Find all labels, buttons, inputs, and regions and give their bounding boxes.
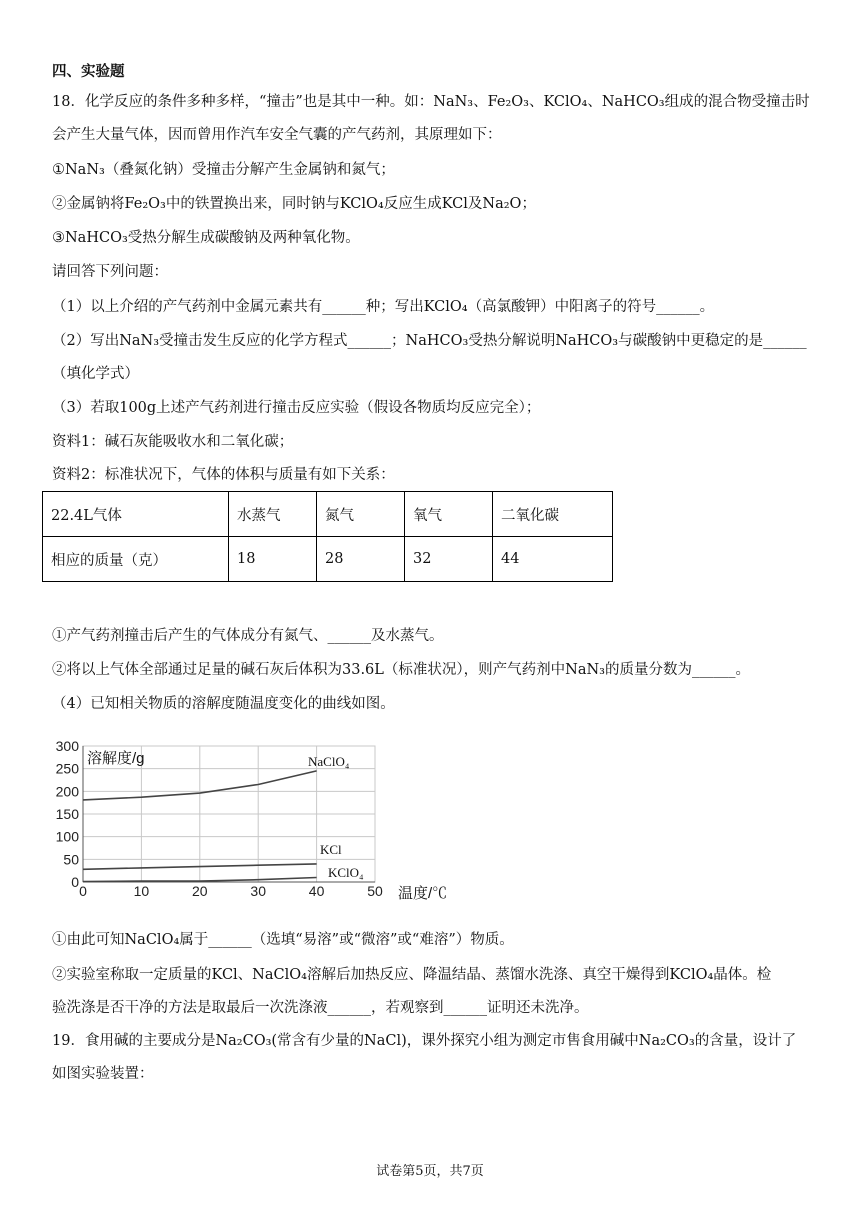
y-tick-label: 250 <box>55 760 79 777</box>
y-tick-label: 0 <box>71 874 79 890</box>
q18-part-4-sub-1: ①由此可知NaClO₄属于______（选填“易溶”或“微溶”或“难溶”）物质。 <box>52 932 514 948</box>
q19-line-2: 如图实验装置： <box>52 1066 154 1082</box>
y-tick-label: 100 <box>55 828 79 845</box>
table-header-cell: 氮气 <box>317 492 405 537</box>
q18-reaction-3: ③NaHCO₃受热分解生成碳酸钠及两种氧化物。 <box>52 230 360 246</box>
y-tick-label: 300 <box>55 738 79 754</box>
y-tick-label: 200 <box>55 783 79 800</box>
x-tick-label: 30 <box>250 883 266 899</box>
y-tick-label: 50 <box>63 851 79 868</box>
q18-part-4: （4）已知相关物质的溶解度随温度变化的曲线如图。 <box>52 696 395 712</box>
table-row <box>43 492 613 537</box>
x-tick-label: 50 <box>367 883 383 899</box>
series-label: KCl <box>320 842 342 857</box>
x-tick-label: 20 <box>192 883 208 899</box>
section-title: 四、实验题 <box>52 63 125 80</box>
q18-reaction-1: ①NaN₃（叠氮化钠）受撞击分解产生金属钠和氮气； <box>52 162 395 178</box>
q18-part-3-sub-1: ①产气药剂撞击后产生的气体成分有氮气、______及水蒸气。 <box>52 628 444 644</box>
page-footer: 试卷第5页，共7页 <box>376 1164 484 1179</box>
table-row <box>43 537 613 582</box>
q18-part-4-sub-2-line-2: 验洗涤是否干净的方法是取最后一次洗涤液______，若观察到______证明还未洗净。 <box>52 1000 589 1016</box>
table-header-cell: 二氧化碳 <box>493 492 613 537</box>
table-cell: 18 <box>229 537 317 582</box>
table-cell: 28 <box>317 537 405 582</box>
q18-reaction-2: ②金属钠将Fe₂O₃中的铁置换出来，同时钠与KClO₄反应生成KCl及Na₂O； <box>52 196 536 212</box>
q18-part-1: （1）以上介绍的产气药剂中金属元素共有______种；写出KClO₄（高氯酸钾）中阳离子的符号______。 <box>52 299 715 315</box>
series-label: KClO₄ <box>328 865 364 880</box>
q18-reference-2: 资料2：标准状况下，气体的体积与质量有如下关系： <box>52 467 395 483</box>
q18-reference-1: 资料1：碱石灰能吸收水和二氧化碳； <box>52 434 294 450</box>
q18-part-2-line-1: （2）写出NaN₃受撞击发生反应的化学方程式______；NaHCO₃受热分解说明NaHCO₃与碳酸钠中更稳定的是______ <box>52 333 807 349</box>
q18-part-3-sub-2: ②将以上气体全部通过足量的碱石灰后体积为33.6L（标准状况），则产气药剂中NaN₃的质量分数为______。 <box>52 662 750 678</box>
y-tick-label: 150 <box>55 806 79 822</box>
table-header-cell: 22.4L气体 <box>43 492 229 537</box>
table-cell: 32 <box>405 537 493 582</box>
x-axis-title: 温度/℃ <box>398 885 448 902</box>
x-tick-label: 0 <box>79 883 87 899</box>
q18-prompt: 请回答下列问题： <box>52 264 168 280</box>
q19-line-1: 19．食用碱的主要成分是Na₂CO₃(常含有少量的NaCl)，课外探究小组为测定市售食用碱中Na₂CO₃的含量，设计了 <box>52 1033 797 1049</box>
q18-intro-line-1: 18．化学反应的条件多种多样，“撞击”也是其中一种。如：NaN₃、Fe₂O₃、KClO₄、NaHCO₃组成的混合物受撞击时 <box>52 94 810 110</box>
table-header-cell: 水蒸气 <box>229 492 317 537</box>
x-tick-label: 40 <box>308 883 325 899</box>
table-cell: 相应的质量（克） <box>43 537 229 582</box>
x-tick-label: 10 <box>133 883 150 899</box>
solubility-chart <box>55 736 458 902</box>
q18-part-4-sub-2-line-1: ②实验室称取一定质量的KCl、NaClO₄溶解后加热反应、降温结晶、蒸馏水洗涤、真空干燥得到KClO₄晶体。检 <box>52 967 772 983</box>
gas-mass-table <box>42 491 613 582</box>
y-axis-title: 溶解度/g <box>87 750 145 767</box>
table-header-cell: 氧气 <box>405 492 493 537</box>
table-cell: 44 <box>493 537 613 582</box>
q18-intro-line-2: 会产生大量气体，因而曾用作汽车安全气囊的产气药剂，其原理如下： <box>52 127 502 143</box>
q18-part-2-line-2: （填化学式） <box>52 366 139 382</box>
q18-part-3: （3）若取100g上述产气药剂进行撞击反应实验（假设各物质均反应完全）； <box>52 400 541 416</box>
series-label: NaClO₄ <box>308 754 350 769</box>
